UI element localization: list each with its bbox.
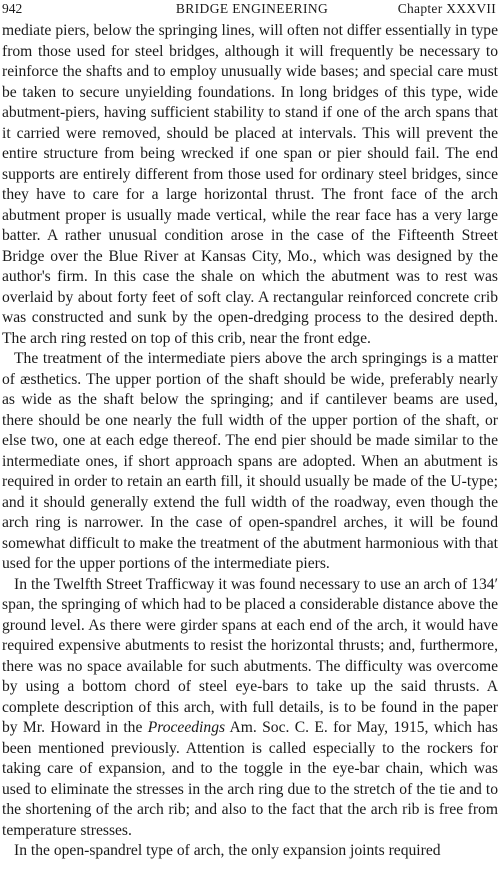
running-title: BRIDGE ENGINEERING (175, 1, 329, 16)
paragraph-4: In the open-spandrel type of arch, the only expansion joints required (14, 842, 441, 859)
body-text (2, 21, 498, 862)
paragraph-3-text-end: Am. Soc. C. E. for May, 1915, which has been mentioned previously. Attention is called especially to the rockers for taking care of expansion, and to the toggle in the eye-bar chain, which was used to eliminate the stresses in the arch ring due to the stretch of the tie and to the shortening of the arch rib; and also to the fact that the arch rib is free from temperature stresses. (2, 719, 498, 839)
running-header (2, 0, 496, 18)
paragraph-3 (2, 575, 498, 842)
chapter-label: Chapter XXXVII (397, 1, 496, 16)
page-number: 942 (2, 1, 23, 16)
paragraph-2: The treatment of the intermediate piers above the arch springings is a matter of æsthetics. The upper portion of the shaft should be wide, preferably nearly as wide as the shaft below the springing; and if cantilever beams are used, there should be one nearly the full width of the upper portion of the shaft, or else two, one at each edge thereof. The end pier should be made similar to the intermediate ones, if short approach spans are adopted. When an abutment is required in order to retain an earth fill, it should usually be made of the U-type; and it should generally extend the full width of the roadway, even though the arch ring is narrower. In the case of open-spandrel arches, it will be found somewhat difficult to make the treatment of the abutment harmonious with that used for the upper portions of the intermediate piers. (2, 350, 498, 572)
proceedings-italic: Proceedings (147, 719, 226, 736)
paragraph-3-text-start: In the Twelfth Street Trafficway it was found necessary to use an arch of 134′ span, the springing of which had to be placed a considerable distance above the ground level. As there were girder spans at each end of the arch, it would have required expensive abutments to resist the horizontal thrusts; and, furthermore, there was no space available for such abutments. The difficulty was overcome by using a bottom chord of steel eye-bars to take up the said thrusts. A complete description of this arch, with full details, is to be found in the paper by Mr. Howard in the (2, 575, 498, 736)
paragraph-1: mediate piers, below the springing lines, will often not differ essentially in type from those used for steel bridges, although it will frequently be necessary to reinforce the shafts and to employ unusually wide bases; and special care must be taken to secure unyielding foundations. In long bridges of this type, wide abutment-piers, having sufficient stability to stand if one of the arch spans that it carried were removed, should be placed at intervals. This will prevent the entire structure from being wrecked if one span or pier should fail. The end supports are entirely different from those used for ordinary steel bridges, since they have to care for a large horizontal thrust. The front face of the arch abutment proper is usually made vertical, while the rear face has a very large batter. A rather unusual condition arose in the case of the Fifteenth Street Bridge over the Blue River at Kansas City, Mo., which was designed by the author's firm. In this case the shale on which the abutment was to rest was overlaid by about forty feet of soft clay. A rectangular reinforced concrete crib was constructed and sunk by the open-dredging process to the desired depth. The arch ring rested on top of this crib, near the front edge. (2, 22, 498, 347)
